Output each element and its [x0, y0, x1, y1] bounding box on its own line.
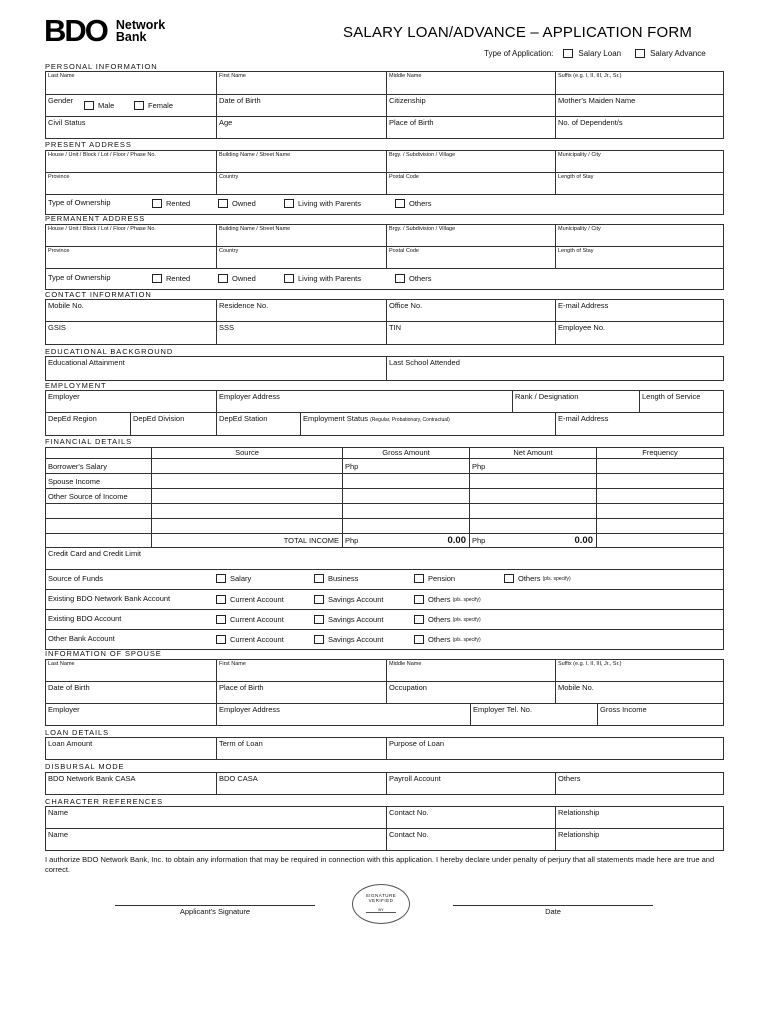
spouse-income-row — [45, 474, 724, 489]
blank-net-1[interactable] — [469, 504, 596, 518]
borrower-frequency-field[interactable] — [596, 459, 723, 473]
section-character-references: CHARACTER REFERENCES — [45, 797, 164, 806]
section-disbursal-mode: DISBURSAL MODE — [45, 762, 125, 771]
name-row — [45, 72, 724, 95]
gross-total-field[interactable]: Php 0.00 — [342, 534, 469, 547]
office-field[interactable]: Office No. — [386, 300, 555, 321]
present-owned-option[interactable]: Owned — [218, 199, 256, 208]
reference-2-contact-field[interactable]: Contact No. — [386, 829, 555, 850]
employer-field[interactable]: Employer — [48, 392, 80, 401]
section-employment: EMPLOYMENT — [45, 381, 107, 390]
present-ownership-label: Type of Ownership — [48, 198, 111, 207]
citizenship-field[interactable]: Citizenship — [386, 95, 555, 116]
existing-bdo-account-label: Existing BDO Account — [48, 614, 122, 623]
tin-field[interactable]: TIN — [386, 322, 555, 344]
blank-source-1[interactable] — [151, 504, 342, 518]
spouse-net-field[interactable] — [469, 474, 596, 488]
funds-pension-checkbox[interactable] — [414, 574, 424, 583]
blank-net-2[interactable] — [469, 519, 596, 533]
present-province-field[interactable]: Province — [48, 174, 70, 180]
gross-amount-header: Gross Amount — [342, 448, 469, 458]
blank-gross-2[interactable] — [342, 519, 469, 533]
permanent-address-row-2 — [45, 247, 724, 269]
present-rented-checkbox[interactable] — [152, 199, 162, 208]
residence-field[interactable]: Residence No. — [216, 300, 386, 321]
reference-row-2 — [45, 829, 724, 851]
frequency-header: Frequency — [596, 448, 723, 458]
loan-amount-field[interactable]: Loan Amount — [48, 739, 93, 748]
permanent-parents-checkbox[interactable] — [284, 274, 294, 283]
present-ownership-row — [45, 195, 724, 215]
reference-1-relationship-field[interactable]: Relationship — [555, 807, 723, 828]
other-net-field[interactable] — [469, 489, 596, 503]
bdo-network-bank-logo — [44, 13, 166, 48]
other-current-checkbox[interactable] — [216, 635, 226, 644]
spouse-first-name-field[interactable]: First Name — [216, 660, 386, 681]
funds-salary-checkbox[interactable] — [216, 574, 226, 583]
sss-field[interactable]: SSS — [216, 322, 386, 344]
female-checkbox[interactable] — [134, 101, 144, 110]
education-grid — [45, 356, 724, 381]
rank-field[interactable]: Rank / Designation — [512, 391, 639, 412]
present-country-field[interactable]: Country — [216, 173, 386, 194]
credit-card-label: Credit Card and Credit Limit — [48, 549, 141, 558]
dependents-field[interactable]: No. of Dependent/s — [555, 117, 723, 138]
spouse-row-3 — [45, 704, 724, 726]
spouse-occupation-field[interactable]: Occupation — [386, 682, 555, 703]
gender-field: Gender Male Female — [48, 96, 174, 110]
signature-verified-stamp: SIGNATURE VERIFIED BY — [352, 884, 410, 924]
stamp-line — [366, 912, 396, 913]
section-financial-details: FINANCIAL DETAILS — [45, 437, 132, 446]
applicant-signature-label: Applicant's Signature — [179, 907, 251, 916]
civil-row — [45, 117, 724, 139]
permanent-address-row-1 — [45, 225, 724, 247]
loan-row — [45, 738, 724, 760]
present-house-field[interactable]: House / Unit / Block / Lot / Floor / Phase No. — [48, 152, 156, 158]
suffix-field[interactable]: Suffix (e.g. I, II, III, Jr., Sr.) — [555, 72, 723, 94]
date-label: Date — [545, 907, 561, 916]
permanent-owned-option[interactable]: Owned — [218, 274, 256, 283]
source-of-funds-label: Source of Funds — [48, 574, 104, 583]
net-total-value: 0.00 — [574, 535, 593, 546]
permanent-house-field[interactable]: House / Unit / Block / Lot / Floor / Phase No. — [48, 226, 156, 232]
bdo-current-checkbox[interactable] — [216, 615, 226, 624]
spouse-grid — [45, 659, 724, 726]
personal-grid — [45, 71, 724, 139]
salary-loan-label: Salary Loan — [578, 49, 622, 58]
spouse-source-field[interactable] — [151, 474, 342, 488]
length-of-service-field[interactable]: Length of Service — [639, 391, 723, 412]
funds-pension-option[interactable]: Pension — [414, 574, 455, 583]
permanent-rented-checkbox[interactable] — [152, 274, 162, 283]
blank-income-row-2 — [45, 519, 724, 534]
logo-text: Network Bank — [115, 18, 166, 44]
bdo-savings-option[interactable]: Savings Account — [314, 615, 383, 624]
bdo-casa-field[interactable]: BDO CASA — [216, 773, 386, 794]
section-present-address: PRESENT ADDRESS — [45, 140, 132, 149]
section-loan-details: LOAN DETAILS — [45, 728, 110, 737]
male-checkbox[interactable] — [84, 101, 94, 110]
contact-grid — [45, 299, 724, 345]
gender-male-option[interactable]: Male — [84, 101, 114, 110]
middle-name-field[interactable]: Middle Name — [386, 72, 555, 94]
present-building-field[interactable]: Building Name / Street Name — [216, 151, 386, 172]
spouse-middle-name-field[interactable]: Middle Name — [386, 660, 555, 681]
application-type-label: Type of Application: — [484, 49, 554, 58]
net-casa-field[interactable]: BDO Network Bank CASA — [48, 774, 136, 783]
source-header: Source — [151, 448, 342, 458]
employment-row-2 — [45, 413, 724, 436]
present-parents-checkbox[interactable] — [284, 199, 294, 208]
permanent-rented-option[interactable]: Rented — [152, 274, 190, 283]
existing-bdo-account-row — [45, 610, 724, 630]
present-postal-field[interactable]: Postal Code — [386, 173, 555, 194]
section-personal-information: PERSONAL INFORMATION — [45, 62, 158, 71]
spouse-suffix-field[interactable]: Suffix (e.g. I, II, III, Jr., Sr.) — [555, 660, 723, 681]
gender-female-option[interactable]: Female — [134, 101, 173, 110]
reference-1-contact-field[interactable]: Contact No. — [386, 807, 555, 828]
permanent-address-grid — [45, 224, 724, 290]
bdo-others-option[interactable]: Others (pls. specify) — [414, 615, 481, 624]
net-others-checkbox[interactable] — [414, 595, 424, 604]
spouse-last-name-field[interactable]: Last Name — [48, 661, 75, 667]
spouse-employer-tel-field[interactable]: Employer Tel. No. — [470, 704, 597, 725]
last-name-field[interactable]: Last Name — [48, 73, 75, 79]
references-grid — [45, 806, 724, 851]
first-name-field[interactable]: First Name — [216, 72, 386, 94]
applicant-signature-line[interactable] — [115, 905, 315, 906]
permanent-stay-field[interactable]: Length of Stay — [555, 247, 723, 268]
application-type — [484, 49, 706, 58]
spouse-row-2 — [45, 682, 724, 704]
present-parents-option[interactable]: Living with Parents — [284, 199, 361, 208]
mothers-maiden-name-field[interactable]: Mother's Maiden Name — [555, 95, 723, 116]
total-income-row — [45, 534, 724, 548]
permanent-others-option[interactable]: Others — [395, 274, 432, 283]
salary-advance-checkbox[interactable] — [635, 49, 645, 58]
funds-others-option[interactable]: Others (pls. specify) — [504, 574, 571, 583]
blank-gross-1[interactable] — [342, 504, 469, 518]
deped-station-field[interactable]: DepEd Station — [216, 413, 300, 435]
employment-grid — [45, 390, 724, 436]
present-city-field[interactable]: Municipality / City — [555, 151, 723, 172]
net-others-option[interactable]: Others (pls. specify) — [414, 595, 481, 604]
financial-header-row — [45, 448, 724, 459]
employee-no-field[interactable]: Employee No. — [555, 322, 723, 344]
borrower-source-field[interactable] — [151, 459, 342, 473]
other-others-checkbox[interactable] — [414, 635, 424, 644]
borrower-salary-row — [45, 459, 724, 474]
funds-salary-option[interactable]: Salary — [216, 574, 251, 583]
employer-address-field[interactable]: Employer Address — [216, 391, 512, 412]
permanent-ownership-row — [45, 269, 724, 290]
education-row — [45, 357, 724, 381]
contact-row-1 — [45, 300, 724, 322]
section-contact-information: CONTACT INFORMATION — [45, 290, 152, 299]
present-brgy-field[interactable]: Brgy. / Subdivision / Village — [386, 151, 555, 172]
source-of-funds-row — [45, 570, 724, 590]
present-address-grid — [45, 150, 724, 215]
other-current-option[interactable]: Current Account — [216, 635, 284, 644]
blank-source-2[interactable] — [151, 519, 342, 533]
deped-division-field[interactable]: DepEd Division — [130, 413, 216, 435]
loan-grid — [45, 737, 724, 760]
spouse-income-label-cell: Spouse Income — [48, 477, 101, 486]
existing-net-account-row — [45, 590, 724, 610]
present-address-row-1 — [45, 151, 724, 173]
employment-email-field[interactable]: E-mail Address — [555, 413, 723, 435]
term-of-loan-field[interactable]: Term of Loan — [216, 738, 386, 759]
total-frequency-blank — [596, 534, 723, 547]
funds-business-option[interactable]: Business — [314, 574, 358, 583]
financial-grid — [45, 447, 724, 650]
bdo-current-option[interactable]: Current Account — [216, 615, 284, 624]
purpose-of-loan-field[interactable]: Purpose of Loan — [386, 738, 723, 759]
net-savings-option[interactable]: Savings Account — [314, 595, 383, 604]
section-educational-background: EDUCATIONAL BACKGROUND — [45, 347, 174, 356]
authorization-statement: I authorize BDO Network Bank, Inc. to obtain any information that may be required in connection with this application. I hereby declare under penalty of perjury that all statements made here are true and correct. — [45, 855, 715, 874]
borrower-net-field[interactable]: Php — [469, 459, 596, 473]
net-savings-checkbox[interactable] — [314, 595, 324, 604]
present-others-option[interactable]: Others — [395, 199, 432, 208]
other-income-row — [45, 489, 724, 504]
other-frequency-field[interactable] — [596, 489, 723, 503]
other-savings-option[interactable]: Savings Account — [314, 635, 383, 644]
disbursal-row — [45, 773, 724, 795]
gross-total-value: 0.00 — [447, 535, 466, 546]
spouse-employer-address-field[interactable]: Employer Address — [216, 704, 470, 725]
blank-frequency-1[interactable] — [596, 504, 723, 518]
salary-loan-checkbox[interactable] — [563, 49, 573, 58]
existing-net-account-label: Existing BDO Network Bank Account — [48, 594, 171, 603]
borrower-gross-field[interactable]: Php — [342, 459, 469, 473]
funds-business-checkbox[interactable] — [314, 574, 324, 583]
blank-income-label-2[interactable] — [46, 519, 151, 533]
permanent-country-field[interactable]: Country — [216, 247, 386, 268]
total-income-blank — [46, 534, 151, 547]
gsis-field[interactable]: GSIS — [48, 323, 66, 332]
blank-income-row-1 — [45, 504, 724, 519]
present-stay-field[interactable]: Length of Stay — [555, 173, 723, 194]
other-savings-checkbox[interactable] — [314, 635, 324, 644]
permanent-others-checkbox[interactable] — [395, 274, 405, 283]
reference-row-1 — [45, 807, 724, 829]
total-income-label: TOTAL INCOME — [283, 536, 339, 545]
gender-row — [45, 95, 724, 117]
form-title: SALARY LOAN/ADVANCE – APPLICATION FORM — [343, 24, 693, 41]
other-others-option[interactable]: Others (pls. specify) — [414, 635, 481, 644]
present-address-row-2 — [45, 173, 724, 195]
net-current-option[interactable]: Current Account — [216, 595, 284, 604]
spouse-gross-income-field[interactable]: Gross Income — [597, 704, 723, 725]
present-rented-option[interactable]: Rented — [152, 199, 190, 208]
permanent-owned-checkbox[interactable] — [218, 274, 228, 283]
permanent-brgy-field[interactable]: Brgy. / Subdivision / Village — [386, 225, 555, 246]
bdo-savings-checkbox[interactable] — [314, 615, 324, 624]
contact-row-2 — [45, 322, 724, 345]
age-field[interactable]: Age — [216, 117, 386, 138]
place-of-birth-field[interactable]: Place of Birth — [386, 117, 555, 138]
disbursal-others-field[interactable]: Others — [555, 773, 723, 794]
disbursal-grid — [45, 772, 724, 795]
date-of-birth-field[interactable]: Date of Birth — [216, 95, 386, 116]
employment-row-1 — [45, 391, 724, 413]
spouse-mobile-field[interactable]: Mobile No. — [555, 682, 723, 703]
employment-status-field[interactable]: Employment Status (Regular, Probationary, Contractual) — [300, 413, 555, 435]
permanent-building-field[interactable]: Building Name / Street Name — [216, 225, 386, 246]
present-others-checkbox[interactable] — [395, 199, 405, 208]
present-owned-checkbox[interactable] — [218, 199, 228, 208]
net-current-checkbox[interactable] — [216, 595, 226, 604]
other-bank-account-label: Other Bank Account — [48, 634, 115, 643]
reference-1-name-field[interactable]: Name — [48, 808, 69, 817]
reference-2-relationship-field[interactable]: Relationship — [555, 829, 723, 850]
educational-attainment-field[interactable]: Educational Attainment — [48, 358, 125, 367]
payroll-account-field[interactable]: Payroll Account — [386, 773, 555, 794]
civil-status-field[interactable]: Civil Status — [48, 118, 86, 127]
last-school-field[interactable]: Last School Attended — [386, 357, 723, 380]
deped-region-field[interactable]: DepEd Region — [48, 414, 97, 423]
spouse-gross-field[interactable] — [342, 474, 469, 488]
permanent-city-field[interactable]: Municipality / City — [555, 225, 723, 246]
net-total-field[interactable]: Php 0.00 — [469, 534, 596, 547]
reference-2-name-field[interactable]: Name — [48, 830, 69, 839]
other-bank-account-row — [45, 630, 724, 650]
financial-header-blank — [46, 448, 151, 458]
credit-card-row[interactable] — [45, 548, 724, 570]
other-gross-field[interactable] — [342, 489, 469, 503]
total-income-label-cell — [151, 534, 342, 547]
spouse-frequency-field[interactable] — [596, 474, 723, 488]
spouse-dob-field[interactable]: Date of Birth — [48, 683, 90, 692]
logo-mark: BDO — [44, 13, 107, 48]
date-signature-line[interactable] — [453, 905, 653, 906]
borrower-salary-label-cell: Borrower's Salary — [48, 462, 107, 471]
net-amount-header: Net Amount — [469, 448, 596, 458]
spouse-employer-field[interactable]: Employer — [48, 705, 80, 714]
blank-frequency-2[interactable] — [596, 519, 723, 533]
other-source-field[interactable] — [151, 489, 342, 503]
spouse-name-row — [45, 660, 724, 682]
email-field[interactable]: E-mail Address — [555, 300, 723, 321]
spouse-pob-field[interactable]: Place of Birth — [216, 682, 386, 703]
section-information-of-spouse: INFORMATION OF SPOUSE — [45, 649, 162, 658]
salary-advance-label: Salary Advance — [650, 49, 706, 58]
mobile-field[interactable]: Mobile No. — [48, 301, 84, 310]
bdo-others-checkbox[interactable] — [414, 615, 424, 624]
permanent-parents-option[interactable]: Living with Parents — [284, 274, 361, 283]
blank-income-label-1[interactable] — [46, 504, 151, 518]
permanent-postal-field[interactable]: Postal Code — [386, 247, 555, 268]
funds-others-checkbox[interactable] — [504, 574, 514, 583]
section-permanent-address: PERMANENT ADDRESS — [45, 214, 146, 223]
permanent-ownership-label: Type of Ownership — [48, 273, 111, 282]
other-income-label-cell: Other Source of Income — [48, 492, 128, 501]
permanent-province-field[interactable]: Province — [48, 248, 70, 254]
